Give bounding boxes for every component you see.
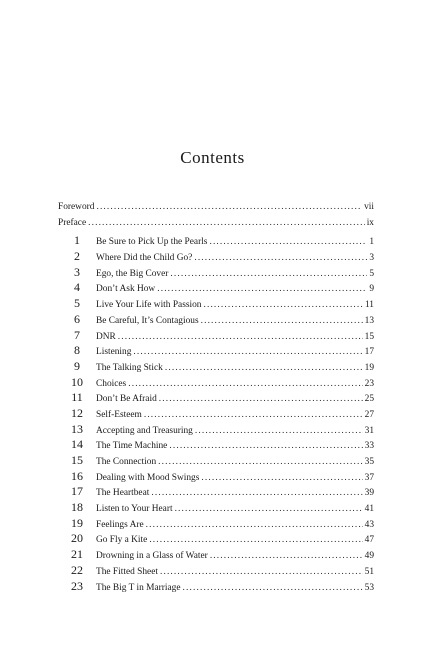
toc-entry-chapter — [58, 516, 374, 532]
toc-entry-chapter — [58, 359, 374, 375]
chapter-title: Live Your Life with Passion — [96, 300, 202, 311]
chapter-title: Where Did the Child Go? — [96, 253, 193, 264]
chapter-page: 41 — [364, 504, 374, 515]
chapter-number: 1 — [74, 233, 80, 248]
toc-entry-chapter — [58, 296, 374, 312]
chapter-page: 19 — [364, 362, 374, 373]
dot-leader — [118, 332, 363, 342]
toc-entry-page: ix — [366, 217, 374, 228]
dot-leader — [165, 363, 363, 373]
chapter-number: 11 — [71, 390, 83, 405]
dot-leader — [160, 567, 363, 577]
chapter-page: 53 — [364, 582, 374, 593]
chapter-number: 16 — [71, 468, 83, 483]
chapter-number: 22 — [71, 562, 83, 577]
chapter-page: 5 — [369, 268, 374, 279]
chapter-title: Dealing with Mood Swings — [96, 472, 200, 483]
toc-entry-chapter — [58, 563, 374, 579]
chapter-number: 14 — [71, 437, 83, 452]
chapter-number: 19 — [71, 515, 83, 530]
chapter-page: 35 — [364, 457, 374, 467]
table-of-contents — [58, 202, 374, 594]
dot-leader — [203, 300, 363, 310]
chapter-page: 37 — [364, 472, 374, 483]
dot-leader — [201, 316, 363, 326]
chapter-title: Drowning in a Glass of Water — [96, 551, 208, 562]
toc-entry-chapter — [58, 484, 374, 500]
dot-leader — [210, 551, 363, 561]
dot-leader — [170, 269, 367, 279]
chapter-page: 25 — [364, 394, 374, 405]
toc-entry-chapter — [58, 312, 374, 328]
chapter-title: The Heartbeat — [96, 488, 150, 499]
chapter-title: Accepting and Treasuring — [96, 425, 193, 436]
toc-entry-foreword — [58, 202, 374, 218]
chapter-page: 49 — [364, 551, 374, 562]
chapter-number: 2 — [74, 249, 80, 264]
chapter-number: 8 — [74, 343, 80, 358]
chapter-number: 23 — [71, 578, 83, 593]
chapter-page: 31 — [364, 425, 374, 436]
chapter-number: 20 — [71, 531, 83, 546]
chapter-title: The Talking Stick — [96, 362, 163, 373]
dot-leader — [183, 583, 363, 593]
toc-entry-chapter — [58, 265, 374, 281]
chapter-page: 27 — [364, 409, 374, 420]
toc-entry-chapter — [58, 249, 374, 265]
dot-leader — [159, 394, 363, 404]
chapter-page: 33 — [364, 441, 374, 452]
toc-entry-chapter — [58, 500, 374, 516]
toc-entry-chapter — [58, 453, 374, 469]
dot-leader — [88, 218, 365, 228]
chapter-page: 51 — [364, 566, 374, 577]
dot-leader — [175, 504, 363, 514]
chapter-page: 11 — [364, 300, 374, 311]
chapter-title: Be Careful, It’s Contagious — [96, 315, 199, 326]
chapter-number: 5 — [74, 296, 80, 311]
toc-entry-chapter — [58, 280, 374, 296]
chapter-page: 13 — [364, 315, 374, 326]
dot-leader — [194, 253, 367, 263]
toc-entry-chapter — [58, 422, 374, 438]
chapter-page: 3 — [369, 253, 374, 264]
chapter-title: Feelings Are — [96, 519, 144, 530]
chapter-title: Ego, the Big Cover — [96, 268, 169, 279]
page-title: Contents — [180, 148, 245, 167]
chapter-number: 6 — [74, 311, 80, 326]
chapter-number: 12 — [71, 405, 83, 420]
toc-entry-chapter — [58, 375, 374, 391]
chapter-title: Choices — [96, 378, 127, 389]
chapter-page: 43 — [364, 519, 374, 530]
chapter-list — [58, 233, 374, 594]
dot-leader — [201, 473, 362, 483]
dot-leader — [128, 379, 362, 389]
chapter-number: 21 — [71, 547, 83, 562]
chapter-title: The Big T in Marriage — [96, 582, 181, 593]
chapter-title: Self-Esteem — [96, 409, 142, 420]
chapter-number: 10 — [71, 374, 83, 389]
chapter-page: 1 — [369, 237, 374, 248]
toc-entry-chapter — [58, 531, 374, 547]
dot-leader — [146, 520, 363, 530]
toc-entry-chapter — [58, 390, 374, 406]
toc-entry-page: vii — [364, 202, 374, 212]
chapter-title: The Connection — [96, 457, 157, 467]
chapter-number: 17 — [71, 484, 83, 499]
dot-leader — [157, 284, 367, 294]
dot-leader — [151, 488, 362, 498]
chapter-number: 18 — [71, 500, 83, 515]
chapter-title: The Time Machine — [96, 441, 168, 452]
chapter-page: 15 — [364, 331, 374, 342]
toc-entry-chapter — [58, 579, 374, 595]
chapter-page: 47 — [364, 535, 374, 546]
toc-entry-chapter — [58, 233, 374, 249]
dot-leader — [96, 202, 362, 212]
chapter-number: 13 — [71, 421, 83, 436]
chapter-title: Don’t Ask How — [96, 284, 156, 295]
dot-leader — [169, 441, 362, 451]
dot-leader — [195, 426, 363, 436]
dot-leader — [149, 535, 362, 545]
toc-entry-chapter — [58, 437, 374, 453]
chapter-page: 17 — [364, 347, 374, 358]
dot-leader — [133, 347, 362, 357]
chapter-title: The Fitted Sheet — [96, 566, 158, 577]
toc-entry-chapter — [58, 469, 374, 485]
chapter-number: 15 — [71, 453, 83, 467]
toc-entry-chapter — [58, 343, 374, 359]
chapter-title: Be Sure to Pick Up the Pearls — [96, 237, 208, 248]
toc-entry-label: Preface — [58, 217, 87, 228]
chapter-title: Go Fly a Kite — [96, 535, 148, 546]
chapter-page: 9 — [369, 284, 374, 295]
chapter-title: Listen to Your Heart — [96, 504, 173, 515]
dot-leader — [158, 457, 362, 467]
chapter-title: Don’t Be Afraid — [96, 394, 157, 405]
chapter-number: 3 — [74, 264, 80, 279]
chapter-page: 39 — [364, 488, 374, 499]
chapter-title: DNR — [96, 331, 116, 342]
dot-leader — [209, 237, 367, 247]
toc-entry-label: Foreword — [58, 202, 95, 212]
chapter-number: 7 — [74, 327, 80, 342]
dot-leader — [144, 410, 363, 420]
chapter-number: 9 — [74, 358, 80, 373]
toc-entry-chapter — [58, 328, 374, 344]
chapter-page: 23 — [364, 378, 374, 389]
toc-entry-chapter — [58, 406, 374, 422]
chapter-number: 4 — [74, 280, 80, 295]
chapter-title: Listening — [96, 347, 132, 358]
toc-entry-chapter — [58, 547, 374, 563]
toc-entry-preface — [58, 218, 374, 234]
